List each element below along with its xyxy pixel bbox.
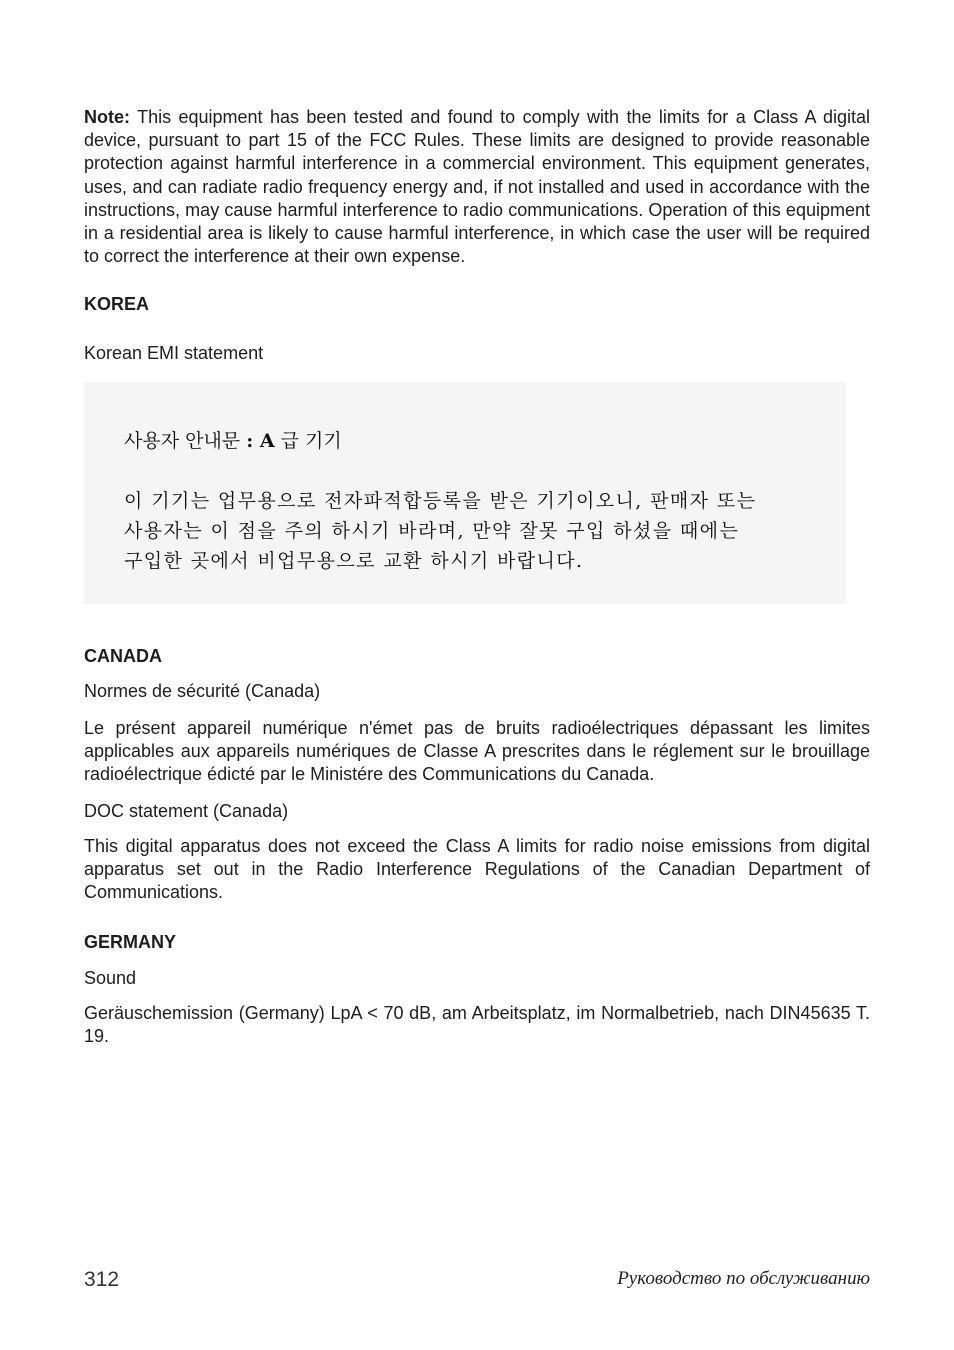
canada-subtitle-1: Normes de sécurité (Canada) bbox=[84, 681, 321, 701]
page-number: 312 bbox=[84, 1268, 120, 1291]
canada-heading: CANADA bbox=[84, 646, 162, 666]
germany-subtitle: Sound bbox=[84, 968, 137, 988]
korea-subtitle: Korean EMI statement bbox=[84, 343, 264, 363]
canada-paragraph-2: This digital apparatus does not exceed the Class A limits for radio noise emissions from digital apparatus set out in the Radio Interference Regulations of the Canadian Department of Communications. bbox=[84, 836, 870, 903]
korea-box-line-1: 이 기기는 업무용으로 전자파적합등록을 받은 기기이오니, 판매자 또는 bbox=[124, 490, 757, 512]
korea-box-title-class: : A bbox=[246, 430, 275, 452]
korean-emi-statement-box bbox=[84, 382, 846, 604]
fcc-note-paragraph bbox=[84, 106, 870, 268]
note-text: This equipment has been tested and found to comply with the limits for a Class A digital device, pursuant to part 15 of the FCC Rules. These limits are designed to provide reasonable protection against harmful interference in a commercial environment. This equipment generates, uses, and can radiate radio frequency energy and, if not installed and used in accordance with the instructions, may cause harmful interference to radio communications. Operation of this equipment in a residential area is likely to cause harmful interference, in which case the user will be required to correct the interference at their own expense. bbox=[84, 107, 870, 267]
germany-paragraph: Geräuschemission (Germany) LpA < 70 dB, am Arbeitsplatz, im Normalbetrieb, nach DIN45635 T. 19. bbox=[84, 1003, 870, 1047]
korea-heading: KOREA bbox=[84, 294, 150, 314]
germany-heading: GERMANY bbox=[84, 932, 177, 952]
korea-box-title-prefix: 사용자 안내문 bbox=[124, 430, 247, 452]
korea-box-line-3: 구입한 곳에서 비업무용으로 교환 하시기 바랍니다. bbox=[124, 550, 584, 572]
canada-subtitle-2: DOC statement (Canada) bbox=[84, 801, 289, 821]
korea-box-line-2: 사용자는 이 점을 주의 하시기 바라며, 만약 잘못 구입 하셨을 때에는 bbox=[124, 520, 740, 542]
footer-title: Руководство по обслуживанию bbox=[617, 1268, 870, 1289]
korea-box-title bbox=[124, 426, 342, 453]
canada-paragraph-1: Le présent appareil numérique n'émet pas de bruits radioélectriques dépassant les limites applicables aux appareils numériques de Classe A prescrites dans le réglement sur le brouillage radioélectrique édicté par le Ministére des Communications du Canada. bbox=[84, 718, 870, 785]
korea-box-title-suffix: 급 기기 bbox=[274, 430, 342, 452]
note-label: Note: bbox=[84, 107, 130, 127]
